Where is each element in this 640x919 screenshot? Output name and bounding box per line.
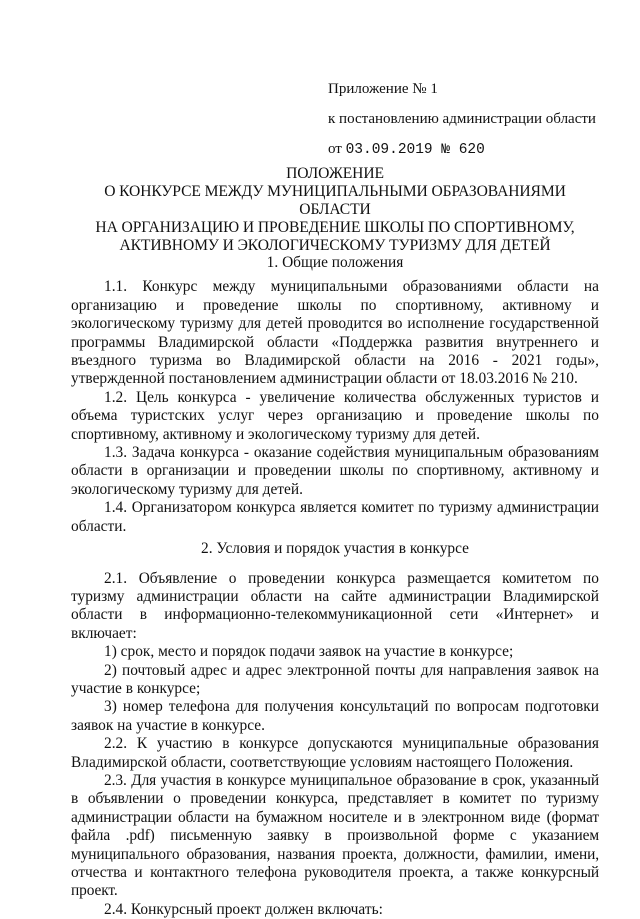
appendix-header (328, 74, 596, 165)
appendix-date-prefix: от (328, 141, 346, 157)
paragraph-2-1-item-1: 1) срок, место и порядок подачи заявок на участие в конкурсе; (104, 643, 514, 661)
paragraph-1-3: 1.3. Задача конкурса - оказание содействия муниципальным образованиям области в организации и проведении школы по спортивному, активному и экологическому туризму для детей. (71, 444, 599, 498)
paragraph-1-1: 1.1. Конкурс между муниципальными образованиями области на организацию и проведение школы по спортивному, активному и экологическому туризму для детей проводится во исполнение государственной программы Владимирской области «Поддержка развития внутреннего и въездного туризма во Владимирской области на 2016 - 2021 годы», утвержденной постановлением администрации области от 18.03.2016 № 210. (71, 278, 599, 388)
section-2-heading: 2. Условия и порядок участия в конкурсе (201, 540, 469, 558)
title-line-2: О КОНКУРСЕ МЕЖДУ МУНИЦИПАЛЬНЫМИ ОБРАЗОВАНИЯМИ ОБЛАСТИ (104, 183, 566, 218)
appendix-number: Приложение № 1 (328, 81, 438, 97)
paragraph-1-4: 1.4. Организатором конкурса является комитет по туризму администрации области. (71, 499, 599, 535)
paragraph-1-2: 1.2. Цель конкурса - увеличение количества обслуженных туристов и объема туристских услуг через организацию и проведение школы по спортивному, активному и экологическому туризму для детей. (71, 388, 599, 443)
paragraph-2-1-item-3: 3) номер телефона для получения консультаций по вопросам подготовки заявок на участие в конкурсе. (71, 698, 599, 734)
section-1-heading: 1. Общие положения (266, 254, 404, 271)
title-line-1: ПОЛОЖЕНИЕ (286, 165, 384, 182)
document-body (71, 254, 599, 919)
appendix-date-line (328, 134, 596, 165)
paragraph-2-2: 2.2. К участию в конкурсе допускаются муниципальные образования Владимирской области, соответствующие условиям настоящего Положения. (71, 735, 599, 771)
paragraph-2-4: 2.4. Конкурсный проект должен включать: (104, 900, 383, 918)
document-title (71, 165, 599, 255)
title-line-4: АКТИВНОМУ И ЭКОЛОГИЧЕСКОМУ ТУРИЗМУ ДЛЯ ДЕТЕЙ (119, 237, 551, 254)
appendix-date-number: 03.09.2019 № 620 (345, 142, 485, 158)
paragraph-2-1-item-2: 2) почтовый адрес и адрес электронной почты для направления заявок на участие в конкурсе; (71, 661, 599, 697)
paragraph-2-1: 2.1. Объявление о проведении конкурса размещается комитетом по туризму администрации области на сайте администрации Владимирской области в информационно-телекоммуникационной сети «Интернет» и включает: (71, 569, 599, 642)
paragraph-2-3: 2.3. Для участия в конкурсе муниципальное образование в срок, указанный в объявлении о проведении конкурса, представляет в комитет по туризму администрации области на бумажном носителе и в электронном виде (формат файла .pdf) письменную заявку в произвольной форме с указанием муниципального образования, названия проекта, должности, фамилии, имени, отчества и контактного телефона руководителя проекта, а также конкурсный проект. (71, 771, 599, 900)
appendix-reference: к постановлению администрации области (328, 111, 596, 127)
title-line-3: НА ОРГАНИЗАЦИЮ И ПРОВЕДЕНИЕ ШКОЛЫ ПО СПОРТИВНОМУ, (95, 219, 575, 236)
